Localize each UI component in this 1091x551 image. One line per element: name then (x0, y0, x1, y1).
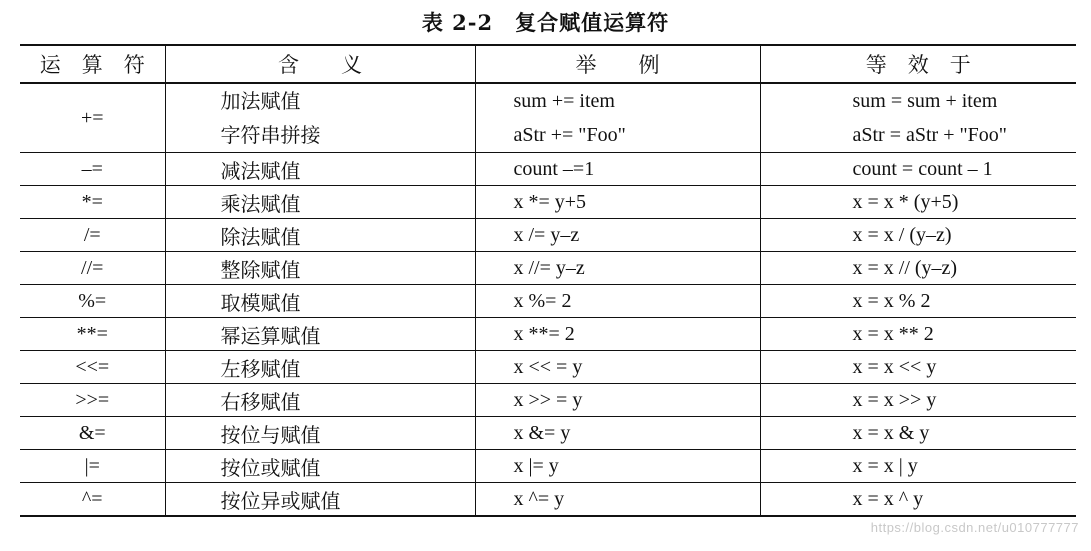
equivalent-cell: count = count – 1 (760, 153, 1076, 186)
meaning-cell: 右移赋值 (165, 384, 475, 417)
header-example: 举 例 (475, 45, 760, 83)
meaning-cell: 按位异或赋值 (165, 483, 475, 517)
operator-cell: /= (20, 219, 165, 252)
meaning-cell (165, 83, 475, 153)
operator-cell: &= (20, 417, 165, 450)
table-row (20, 384, 1076, 417)
example-cell: x >> = y (475, 384, 760, 417)
table-row (20, 318, 1076, 351)
equivalent-cell (760, 83, 1076, 153)
equivalent-cell: x = x >> y (760, 384, 1076, 417)
meaning-cell: 除法赋值 (165, 219, 475, 252)
table-row (20, 219, 1076, 252)
compound-assignment-table (20, 44, 1076, 517)
meaning-line: 加法赋值 (220, 89, 301, 113)
table-row (20, 417, 1076, 450)
example-line: sum += item (513, 90, 615, 112)
table-row (20, 483, 1076, 517)
table-row (20, 153, 1076, 186)
operator-cell: <<= (20, 351, 165, 384)
example-line: aStr += "Foo" (513, 124, 626, 146)
example-cell: x //= y–z (475, 252, 760, 285)
table-row (20, 285, 1076, 318)
table-number: 表 2-2 (421, 10, 494, 35)
operator-cell: *= (20, 186, 165, 219)
equivalent-cell: x = x ^ y (760, 483, 1076, 517)
equivalent-cell: x = x & y (760, 417, 1076, 450)
operator-cell: >>= (20, 384, 165, 417)
header-equivalent: 等 效 于 (760, 45, 1076, 83)
operator-cell: //= (20, 252, 165, 285)
example-cell: x **= 2 (475, 318, 760, 351)
equivalent-line: sum = sum + item (852, 90, 998, 112)
example-cell: x |= y (475, 450, 760, 483)
table-row (20, 252, 1076, 285)
header-meaning: 含 义 (165, 45, 475, 83)
example-cell: x *= y+5 (475, 186, 760, 219)
table-row (20, 83, 1076, 153)
equivalent-cell: x = x / (y–z) (760, 219, 1076, 252)
meaning-cell: 整除赋值 (165, 252, 475, 285)
example-cell: count –=1 (475, 153, 760, 186)
example-cell: x << = y (475, 351, 760, 384)
meaning-cell: 幂运算赋值 (165, 318, 475, 351)
watermark-text: https://blog.csdn.net/u010777777 (870, 520, 1079, 535)
table-header-row (20, 45, 1076, 83)
equivalent-cell: x = x ** 2 (760, 318, 1076, 351)
meaning-cell: 减法赋值 (165, 153, 475, 186)
equivalent-line: aStr = aStr + "Foo" (852, 124, 1007, 146)
equivalent-cell: x = x << y (760, 351, 1076, 384)
table-title: 复合赋值运算符 (515, 10, 670, 35)
table-row (20, 186, 1076, 219)
operator-cell: %= (20, 285, 165, 318)
operator-cell: |= (20, 450, 165, 483)
meaning-cell: 按位或赋值 (165, 450, 475, 483)
operator-cell: += (20, 83, 165, 153)
table-row (20, 351, 1076, 384)
meaning-cell: 取模赋值 (165, 285, 475, 318)
meaning-cell: 按位与赋值 (165, 417, 475, 450)
example-cell: x %= 2 (475, 285, 760, 318)
table-row (20, 450, 1076, 483)
example-cell: x ^= y (475, 483, 760, 517)
equivalent-cell: x = x | y (760, 450, 1076, 483)
example-cell: x &= y (475, 417, 760, 450)
equivalent-cell: x = x % 2 (760, 285, 1076, 318)
operator-cell: ^= (20, 483, 165, 517)
operator-cell: –= (20, 153, 165, 186)
operator-cell: **= (20, 318, 165, 351)
example-cell: x /= y–z (475, 219, 760, 252)
header-operator: 运 算 符 (20, 45, 165, 83)
table-caption (0, 8, 1091, 38)
meaning-cell: 左移赋值 (165, 351, 475, 384)
meaning-line: 字符串拼接 (220, 123, 321, 147)
equivalent-cell: x = x * (y+5) (760, 186, 1076, 219)
meaning-cell: 乘法赋值 (165, 186, 475, 219)
example-cell (475, 83, 760, 153)
equivalent-cell: x = x // (y–z) (760, 252, 1076, 285)
